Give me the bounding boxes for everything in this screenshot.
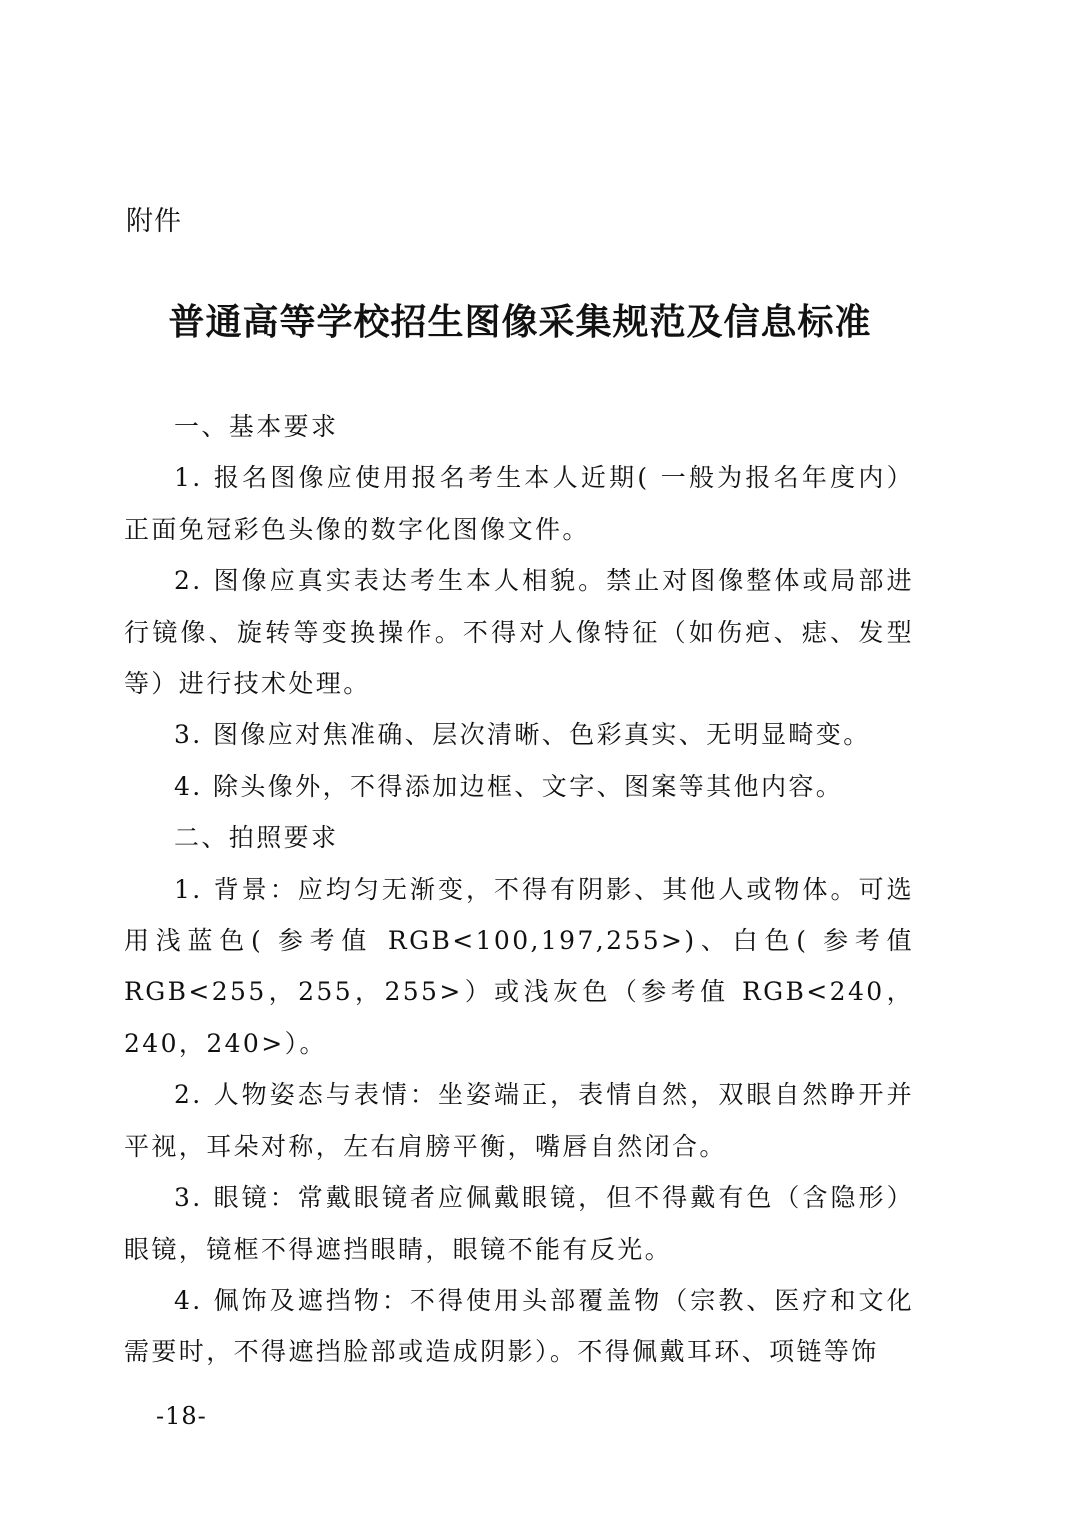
paragraph-basic-1: 1. 报名图像应使用报名考生本人近期( 一般为报名年度内）正面免冠彩色头像的数字化图像文件。 (124, 463, 914, 544)
page-number: -18- (156, 1402, 207, 1430)
attachment-label: 附件 (126, 206, 182, 237)
paragraph-photo-3: 3. 眼镜：常戴眼镜者应佩戴眼镜，但不得戴有色（含隐形）眼镜，镜框不得遮挡眼睛，眼镜不能有反光。 (124, 1183, 914, 1264)
paragraph-basic-2: 2. 图像应真实表达考生本人相貌。禁止对图像整体或局部进行镜像、旋转等变换操作。不得对人像特征（如伤疤、痣、发型等）进行技术处理。 (124, 566, 914, 699)
paragraph-photo-2: 2. 人物姿态与表情：坐姿端正，表情自然，双眼自然睁开并平视，耳朵对称，左右肩膀平衡，嘴唇自然闭合。 (124, 1080, 914, 1161)
document-title: 普通高等学校招生图像采集规范及信息标准 (168, 301, 872, 343)
paragraph-basic-4: 4. 除头像外，不得添加边框、文字、图案等其他内容。 (174, 771, 844, 801)
section-heading-basic-requirements: 一、基本要求 (174, 412, 339, 441)
paragraph-photo-4: 4. 佩饰及遮挡物：不得使用头部覆盖物（宗教、医疗和文化需要时，不得遮挡脸部或造成阴影）。不得佩戴耳环、项链等饰 (124, 1285, 914, 1367)
document-body (124, 401, 914, 1378)
section-heading-photo-requirements: 二、拍照要求 (174, 823, 339, 853)
paragraph-photo-1: 1. 背景：应均匀无渐变，不得有阴影、其他人或物体。可选用浅蓝色( 参考值 RGB<100,197,255>)、白色( 参考值 RGB<255，255，255>）或浅灰色（参考值 RGB<240，240，240>）。 (124, 874, 914, 1058)
paragraph-basic-3: 3. 图像应对焦准确、层次清晰、色彩真实、无明显畸变。 (174, 720, 871, 750)
